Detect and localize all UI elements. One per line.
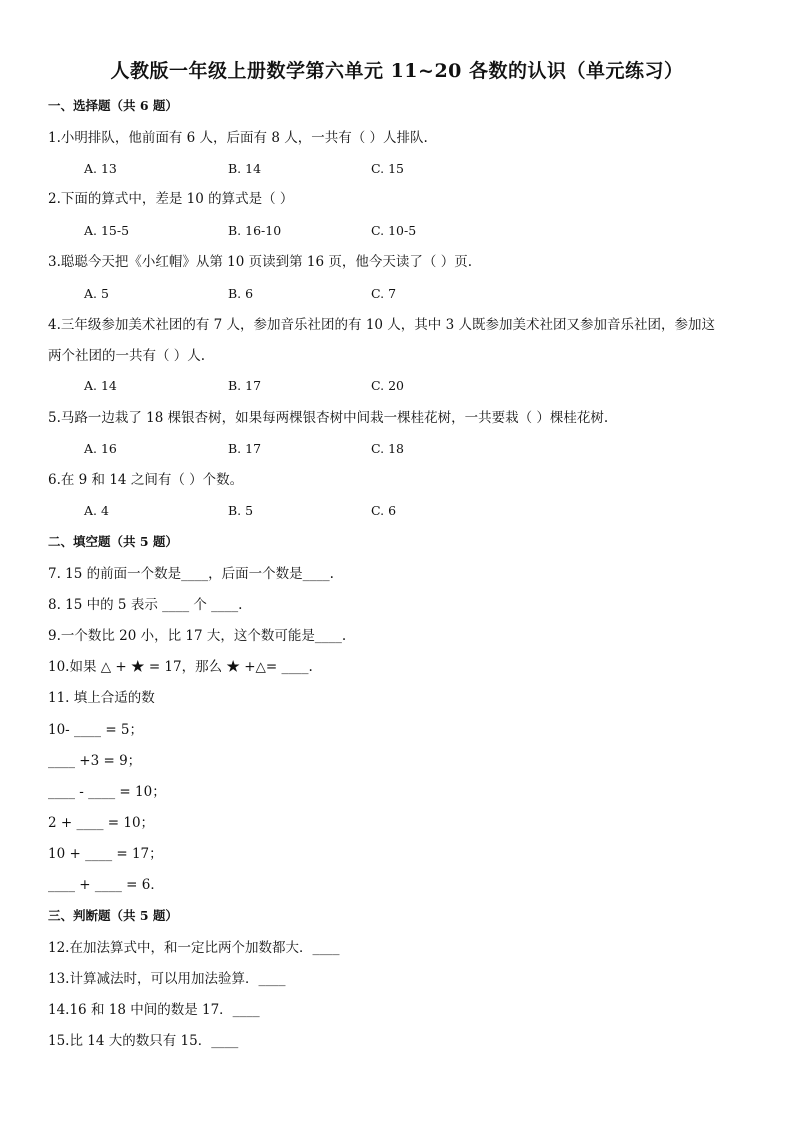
q6-option-c: C. 6 [371,503,397,518]
q1-option-c: C. 15 [371,161,404,176]
q3-option-b: B. 6 [228,286,254,301]
question-14: 14.16 和 18 中间的数是 17．____ [48,1002,260,1018]
q4-option-b: B. 17 [228,378,262,393]
q2-option-c: C. 10-5 [371,223,417,238]
q1-option-b: B. 14 [228,161,262,176]
q11-equation-3: ____ - ____ = 10； [48,784,166,800]
q11-equation-4: 2 + ____ = 10； [48,815,155,831]
page-title: 人教版一年级上册数学第六单元 11~20 各数的认识（单元练习） [110,60,684,82]
q3-option-a: A. 5 [84,286,109,301]
q11-equation-6: ____ + ____ = 6． [48,877,164,893]
q6-option-a: A. 4 [84,503,109,518]
question-12: 12.在加法算式中，和一定比两个加数都大．____ [48,940,340,956]
q11-equation-1: 10- ____ = 5； [48,722,144,738]
question-10: 10.如果 △ + ★ = 17，那么 ★ +△= ____. [48,659,313,675]
question-3: 3.聪聪今天把《小红帽》从第 10 页读到第 16 页，他今天读了（ ）页. [48,254,472,270]
q5-option-c: C. 18 [371,441,404,456]
section-heading-judge: 三、判断题（共 5 题） [48,908,178,923]
q11-equation-2: ____ +3 = 9； [48,753,142,769]
question-6: 6.在 9 和 14 之间有（ ）个数。 [48,472,244,488]
section-heading-fill: 二、填空题（共 5 题） [48,534,178,549]
q6-option-b: B. 5 [228,503,254,518]
question-11: 11. 填上合适的数 [48,690,155,706]
question-5: 5.马路一边栽了 18 棵银杏树，如果每两棵银杏树中间栽一棵桂花树，一共要栽（ ）棵桂花树. [48,410,609,426]
q11-equation-5: 10 + ____ = 17； [48,846,163,862]
question-1: 1.小明排队，他前面有 6 人，后面有 8 人，一共有（ ）人排队. [48,130,428,146]
question-13: 13.计算减法时，可以用加法验算．____ [48,971,286,987]
section-heading-choice: 一、选择题（共 6 题） [48,98,178,113]
question-7: 7. 15 的前面一个数是____，后面一个数是____. [48,566,334,582]
question-8: 8. 15 中的 5 表示 ____ 个 ____. [48,597,243,613]
q4-option-a: A. 14 [84,378,117,393]
question-2: 2.下面的算式中，差是 10 的算式是（ ） [48,191,294,207]
q5-option-b: B. 17 [228,441,262,456]
q4-option-c: C. 20 [371,378,404,393]
q2-option-a: A. 15-5 [84,223,130,238]
question-4-line-1: 4.三年级参加美术社团的有 7 人，参加音乐社团的有 10 人，其中 3 人既参加美术社团又参加音乐社团，参加这 [48,317,715,333]
question-15: 15.比 14 大的数只有 15．____ [48,1033,239,1049]
question-9: 9.一个数比 20 小，比 17 大，这个数可能是____. [48,628,347,644]
q5-option-a: A. 16 [84,441,117,456]
q3-option-c: C. 7 [371,286,397,301]
q2-option-b: B. 16-10 [228,223,282,238]
q1-option-a: A. 13 [84,161,117,176]
question-4-line-2: 两个社团的一共有（ ）人. [48,348,206,364]
